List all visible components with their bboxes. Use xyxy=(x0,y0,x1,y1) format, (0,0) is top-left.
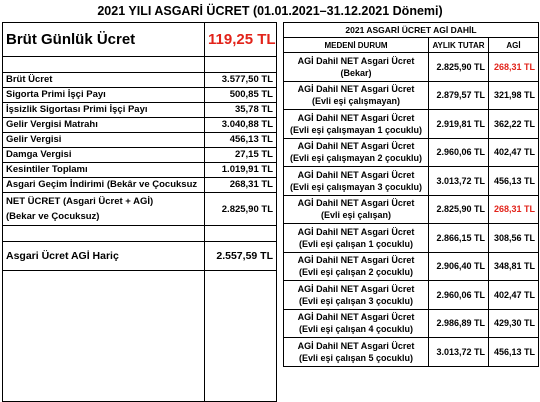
status-line2: (Evli eşi çalışan 2 çocuklu) xyxy=(298,267,414,278)
agi-cell: 321,98 TL xyxy=(489,81,539,110)
status-line1: AGİ Dahil NET Asgari Ücret xyxy=(297,55,415,66)
agi-cell: 268,31 TL xyxy=(489,195,539,224)
marital-status-cell xyxy=(284,110,429,139)
excluded-agi-label: Asgari Ücret AGİ Hariç xyxy=(3,242,205,271)
monthly-amount-cell: 2.960,06 TL xyxy=(429,281,489,310)
row-label: Brüt Ücret xyxy=(3,73,205,88)
monthly-amount-cell: 2.825,90 TL xyxy=(429,53,489,82)
row-label: Sigorta Primi İşçi Payı xyxy=(3,88,205,103)
table-row xyxy=(3,133,277,148)
status-line1: AGİ Dahil NET Asgari Ücret xyxy=(297,255,415,266)
header-monthly-amount: AYLIK TUTAR xyxy=(429,38,489,53)
status-line1: AGİ Dahil NET Asgari Ücret xyxy=(297,340,415,351)
table-row xyxy=(284,110,539,139)
agi-cell: 402,47 TL xyxy=(489,138,539,167)
status-line1: AGİ Dahil NET Asgari Ücret xyxy=(297,283,415,294)
salary-breakdown-table xyxy=(2,22,277,402)
marital-status-cell xyxy=(284,252,429,281)
row-value: 500,85 TL xyxy=(205,88,277,103)
marital-status-cell xyxy=(284,309,429,338)
table-row xyxy=(3,118,277,133)
agi-cell: 456,13 TL xyxy=(489,338,539,367)
page-title: 2021 YILI ASGARİ ÜCRET (01.01.2021–31.12.2021 Dönemi) xyxy=(97,4,443,18)
status-line2: (Evli eşi çalışmayan 2 çocuklu) xyxy=(289,153,423,164)
row-value: 3.040,88 TL xyxy=(205,118,277,133)
marital-status-cell xyxy=(284,81,429,110)
status-line1: AGİ Dahil NET Asgari Ücret xyxy=(297,226,415,237)
net-wage-row xyxy=(3,193,277,226)
table-row xyxy=(284,252,539,281)
table-row xyxy=(284,338,539,367)
status-line2: (Evli eşi çalışmayan 1 çocuklu) xyxy=(289,124,423,135)
status-line2: (Evli eşi çalışan 5 çocuklu) xyxy=(298,352,414,363)
gross-daily-wage-value: 119,25 TL xyxy=(205,23,277,57)
agi-cell: 402,47 TL xyxy=(489,281,539,310)
marital-status-cell xyxy=(284,138,429,167)
agi-cell: 308,56 TL xyxy=(489,224,539,253)
agi-cell: 429,30 TL xyxy=(489,309,539,338)
agi-cell: 456,13 TL xyxy=(489,167,539,196)
agi-cell: 362,22 TL xyxy=(489,110,539,139)
table-row xyxy=(284,224,539,253)
gross-daily-wage-label: Brüt Günlük Ücret xyxy=(3,23,205,57)
status-line1: AGİ Dahil NET Asgari Ücret xyxy=(297,112,415,123)
status-line1: AGİ Dahil NET Asgari Ücret xyxy=(297,198,415,209)
monthly-amount-cell: 2.866,15 TL xyxy=(429,224,489,253)
net-wage-value: 2.825,90 TL xyxy=(205,193,277,226)
row-label: Gelir Vergisi xyxy=(3,133,205,148)
table-row xyxy=(284,195,539,224)
status-line2: (Evli eşi çalışmayan) xyxy=(311,96,401,107)
row-value: 27,15 TL xyxy=(205,148,277,163)
monthly-amount-cell: 2.825,90 TL xyxy=(429,195,489,224)
row-label: Asgari Geçim İndirimi (Bekâr ve Çocuksuz xyxy=(3,178,205,193)
header-marital-status: MEDENİ DURUM xyxy=(284,38,429,53)
monthly-amount-cell: 2.879,57 TL xyxy=(429,81,489,110)
table-row xyxy=(3,88,277,103)
status-line2: (Bekar) xyxy=(340,67,372,78)
monthly-amount-cell: 3.013,72 TL xyxy=(429,167,489,196)
table-row xyxy=(284,309,539,338)
table-row xyxy=(3,163,277,178)
agi-cell: 348,81 TL xyxy=(489,252,539,281)
monthly-amount-cell: 2.960,06 TL xyxy=(429,138,489,167)
row-label: İşsizlik Sigortası Primi İşçi Payı xyxy=(3,103,205,118)
row-value: 3.577,50 TL xyxy=(205,73,277,88)
row-value: 456,13 TL xyxy=(205,133,277,148)
status-line1: AGİ Dahil NET Asgari Ücret xyxy=(297,84,415,95)
status-line2: (Evli eşi çalışan 1 çocuklu) xyxy=(298,238,414,249)
marital-status-cell xyxy=(284,167,429,196)
marital-status-cell xyxy=(284,195,429,224)
monthly-amount-cell: 2.986,89 TL xyxy=(429,309,489,338)
monthly-amount-cell: 2.919,81 TL xyxy=(429,110,489,139)
marital-status-cell xyxy=(284,338,429,367)
status-line1: AGİ Dahil NET Asgari Ücret xyxy=(297,141,415,152)
row-value: 268,31 TL xyxy=(205,178,277,193)
table-row xyxy=(3,148,277,163)
table-row xyxy=(284,53,539,82)
table-row xyxy=(284,81,539,110)
marital-status-cell xyxy=(284,224,429,253)
row-value: 35,78 TL xyxy=(205,103,277,118)
monthly-amount-cell: 2.906,40 TL xyxy=(429,252,489,281)
agi-table-title: 2021 ASGARİ ÜCRET AGİ DAHİL xyxy=(284,23,539,38)
table-row xyxy=(284,281,539,310)
agi-cell: 268,31 TL xyxy=(489,53,539,82)
agi-included-table xyxy=(283,22,539,367)
status-line2: (Evli eşi çalışan 4 çocuklu) xyxy=(298,324,414,335)
net-wage-label xyxy=(3,193,205,226)
header-agi: AGİ xyxy=(489,38,539,53)
row-label: Kesintiler Toplamı xyxy=(3,163,205,178)
status-line1: AGİ Dahil NET Asgari Ücret xyxy=(297,312,415,323)
status-line2: (Evli eşi çalışan) xyxy=(320,210,392,221)
marital-status-cell xyxy=(284,53,429,82)
table-row xyxy=(3,178,277,193)
row-label: Gelir Vergisi Matrahı xyxy=(3,118,205,133)
agi-table-header xyxy=(284,38,539,53)
status-line2: (Evli eşi çalışan 3 çocuklu) xyxy=(298,295,414,306)
table-row xyxy=(284,167,539,196)
row-value: 1.019,91 TL xyxy=(205,163,277,178)
row-label: Damga Vergisi xyxy=(3,148,205,163)
gross-daily-wage-row xyxy=(3,23,277,57)
table-row xyxy=(284,138,539,167)
net-wage-label-line1: NET ÜCRET (Asgari Ücret + AGİ) xyxy=(6,196,154,207)
monthly-amount-cell: 3.013,72 TL xyxy=(429,338,489,367)
excluded-agi-value: 2.557,59 TL xyxy=(205,242,277,271)
net-wage-label-line2: (Bekar ve Çocuksuz) xyxy=(6,211,100,222)
marital-status-cell xyxy=(284,281,429,310)
table-row xyxy=(3,103,277,118)
status-line1: AGİ Dahil NET Asgari Ücret xyxy=(297,169,415,180)
table-row xyxy=(3,73,277,88)
status-line2: (Evli eşi çalışmayan 3 çocuklu) xyxy=(289,181,423,192)
excluded-agi-row xyxy=(3,242,277,271)
